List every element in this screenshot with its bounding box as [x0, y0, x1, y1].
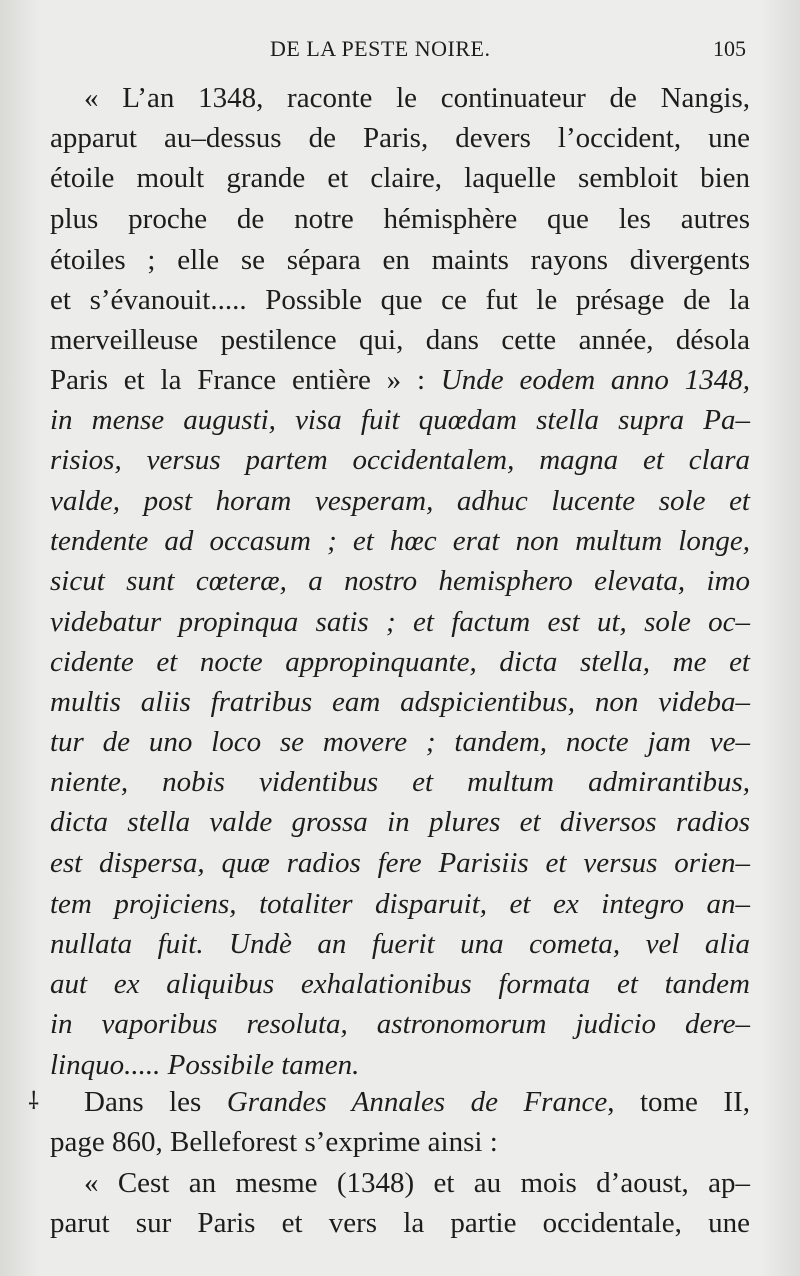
- text-line: étoile moult grande et claire, laquelle sembloit bien: [50, 162, 750, 194]
- text-line: parut sur Paris et vers la partie occidentale, une: [50, 1207, 750, 1239]
- page-header: [50, 36, 750, 66]
- text-roman: Dans les: [84, 1086, 227, 1118]
- latin-line: est dispersa, quæ radios fere Parisiis et versus orien–: [50, 847, 750, 879]
- text-line: étoiles ; elle se sépara en maints rayons divergents: [50, 244, 750, 276]
- text-line: plus proche de notre hémisphère que les autres: [50, 203, 750, 235]
- text-roman: , tome II,: [607, 1086, 750, 1118]
- latin-line: dicta stella valde grossa in plures et diversos radios: [50, 806, 750, 838]
- paragraph-marker: ⸸: [28, 1089, 40, 1115]
- text-line: [50, 360, 750, 400]
- text-line: apparut au–dessus de Paris, devers l’occident, une: [50, 122, 750, 154]
- text-italic: Unde eodem anno 1348,: [440, 364, 750, 396]
- running-title: DE LA PESTE NOIRE.: [270, 36, 491, 61]
- latin-line: in vaporibus resoluta, astronomorum judicio dere–: [50, 1008, 750, 1040]
- latin-line: nullata fuit. Undè an fuerit una cometa, vel alia: [50, 928, 750, 960]
- text-line: et s’évanouit..... Possible que ce fut le présage de la: [50, 284, 750, 316]
- latin-line: aut ex aliquibus exhalationibus formata et tandem: [50, 968, 750, 1000]
- latin-line: linquo..... Possibile tamen.: [50, 1049, 360, 1081]
- text-italic: Grandes Annales de France: [226, 1086, 608, 1118]
- text-line: merveilleuse pestilence qui, dans cette année, désola: [50, 324, 750, 356]
- text-line: « L’an 1348, raconte le continuateur de Nangis,: [84, 82, 750, 114]
- text-roman: Paris et la France entière » :: [50, 364, 441, 396]
- latin-line: tendente ad occasum ; et hœc erat non multum longe,: [50, 525, 750, 557]
- latin-line: niente, nobis videntibus et multum admirantibus,: [50, 766, 750, 798]
- latin-line: sicut sunt cœteræ, a nostro hemisphero elevata, imo: [50, 565, 750, 597]
- latin-line: tem projiciens, totaliter disparuit, et ex integro an–: [50, 888, 750, 920]
- latin-line: multis aliis fratribus eam adspicientibus, non videba–: [50, 686, 750, 718]
- page-number: 105: [713, 36, 746, 61]
- latin-line: tur de uno loco se movere ; tandem, nocte jam ve–: [50, 726, 750, 758]
- text-line: page 860, Belleforest s’exprime ainsi :: [50, 1126, 498, 1158]
- latin-line: valde, post horam vesperam, adhuc lucente sole et: [50, 485, 750, 517]
- text-line: « Cest an mesme (1348) et au mois d’aoust, ap–: [84, 1167, 750, 1199]
- latin-line: risios, versus partem occidentalem, magna et clara: [50, 444, 750, 476]
- latin-line: cidente et nocte appropinquante, dicta stella, me et: [50, 646, 750, 678]
- latin-line: in mense augusti, visa fuit quœdam stella supra Pa–: [50, 404, 750, 436]
- text-line: [50, 1082, 750, 1122]
- latin-line: videbatur propinqua satis ; et factum est ut, sole oc–: [50, 606, 750, 638]
